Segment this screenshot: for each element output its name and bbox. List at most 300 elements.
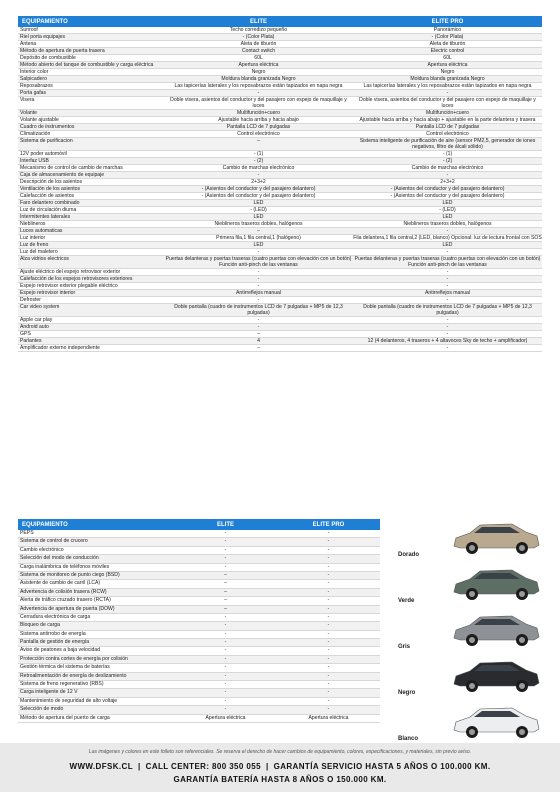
feature-label: Método de apertura de puerta trasera xyxy=(20,48,105,54)
elite-pro-value: - xyxy=(327,571,330,578)
disclaimer: Las imágenes y colores en este folleto son referenciales. Se reserva el derecho de hacer cambios de equipamiento, colores, especificaciones, y materiales, sin previo aviso. xyxy=(88,749,472,755)
table-row xyxy=(18,656,380,664)
feature-label: GPS xyxy=(20,331,31,337)
feature-label: Volante xyxy=(20,110,37,116)
elite-pro-value: Nieblineros traseros dobles, halógenos xyxy=(403,221,492,227)
car-image xyxy=(450,564,542,604)
feature-label: Método abierto del tanque de combustible y carga eléctrica xyxy=(20,62,154,68)
table-row xyxy=(18,41,542,48)
elite-value: Apertura eléctrica xyxy=(238,62,279,68)
table-row xyxy=(18,242,542,249)
color-label: Gris xyxy=(398,644,411,650)
elite-pro-value: - xyxy=(327,538,330,545)
elite-value: – xyxy=(257,331,260,337)
feature-label: Salpicadero xyxy=(20,76,47,82)
feature-label: Protección contra cortes de energía por colisión xyxy=(20,655,128,662)
website-link[interactable]: WWW.DFSK.CL xyxy=(69,762,134,771)
table-row xyxy=(18,158,542,165)
elite-pro-value: Antirreflejos manual xyxy=(424,290,470,296)
elite-pro-value: - xyxy=(446,269,449,275)
table-row xyxy=(18,151,542,158)
feature-label: Cambio electrónico xyxy=(20,546,64,553)
elite-value: - xyxy=(224,538,227,545)
elite-value: Antirreflejos manual xyxy=(235,290,281,296)
feature-label: Aviso de peatones a baja velocidad xyxy=(20,647,101,654)
table-row xyxy=(18,138,542,151)
elite-pro-value: - xyxy=(446,324,449,330)
table-row xyxy=(18,193,542,200)
feature-label: Espejo retrovisor exterior plegable eléctrico xyxy=(20,283,118,289)
feature-label: Asistente de cambio de carril (LCA) xyxy=(20,580,101,587)
elite-pro-value: Doble visera, asientos del conductor y del pasajero con espejo de maquillaje y luces xyxy=(359,97,536,109)
table-row xyxy=(18,179,542,186)
elite-value: Contact switch xyxy=(241,48,276,54)
table-header xyxy=(18,16,542,27)
wheel-rim xyxy=(519,729,525,735)
table-row xyxy=(18,290,542,297)
feature-label: Espejo retrovisor interior xyxy=(20,290,76,296)
elite-value: – xyxy=(257,138,260,144)
table-row xyxy=(18,69,542,76)
elite-value: Moldura blanda granizada Negro xyxy=(221,76,296,82)
elite-pro-value: 60L xyxy=(443,55,452,61)
feature-label: Selección de modo xyxy=(20,706,64,713)
elite-value: Aleta de tiburón xyxy=(240,41,277,47)
wheel-rim xyxy=(469,591,475,597)
feature-label: Selección del modo de conducción xyxy=(20,555,99,562)
table-row xyxy=(18,62,542,69)
elite-pro-value: - xyxy=(327,681,330,688)
table-row xyxy=(18,117,542,124)
feature-label: Alerta de tráfico cruzado trasero (RCTA) xyxy=(20,597,111,604)
elite-value: - (Asientos del conductor y del pasajero delantero) xyxy=(201,193,316,199)
table-row xyxy=(18,338,542,345)
color-option-verde xyxy=(388,562,548,608)
elite-pro-value: - xyxy=(446,297,449,303)
elite-value: - xyxy=(224,672,227,679)
color-label: Dorado xyxy=(398,552,419,558)
header-equipment: EQUIPAMIENTO xyxy=(22,521,68,528)
feature-label: Intermitentes laterales xyxy=(20,214,71,220)
feature-label: Sistema de control de crucero xyxy=(20,538,88,545)
feature-label: Advertencia de apertura de puerta (DOW) xyxy=(20,605,115,612)
wheel-rim xyxy=(469,637,475,643)
elite-pro-value: - (Asientos del conductor y del pasajero delantero) xyxy=(390,193,505,199)
feature-label: Defroster xyxy=(20,297,41,303)
color-options xyxy=(388,516,548,746)
color-label: Blanco xyxy=(398,736,419,742)
feature-label: Porta gafas xyxy=(20,90,47,96)
elite-pro-value: - xyxy=(327,639,330,646)
table-row xyxy=(18,530,380,538)
feature-label: Calefacción de los espejos retrovisores exteriores xyxy=(20,276,133,282)
feature-label: PEPS xyxy=(20,530,34,536)
elite-value: - xyxy=(257,269,260,275)
feature-label: Pantalla de gestión de energía xyxy=(20,639,90,646)
feature-label: Advertencia de colisión trasera (RCW) xyxy=(20,588,107,595)
elite-value: - xyxy=(224,697,227,704)
table-row xyxy=(18,297,542,304)
elite-pro-value: LED xyxy=(442,214,453,220)
feature-label: Interior color xyxy=(20,69,49,75)
elite-pro-value: - xyxy=(327,622,330,629)
elite-pro-value: - xyxy=(446,172,449,178)
wheel-rim xyxy=(519,545,525,551)
equipment-table-safety xyxy=(18,519,380,723)
table-row xyxy=(18,324,542,331)
feature-label: Amplificador externo independiente xyxy=(20,345,100,351)
elite-value: - (2) xyxy=(253,158,264,164)
elite-value: - xyxy=(257,297,260,303)
elite-value: - xyxy=(224,647,227,654)
table-body xyxy=(18,27,542,352)
wheel-rim xyxy=(469,729,475,735)
elite-pro-value: Aleta de tiburón xyxy=(429,41,466,47)
elite-pro-value: Doble pantalla (cuadro de instrumentos LCD de 7 pulgadas + MP5 de 12,3 pulgadas) xyxy=(363,304,532,316)
elite-pro-value: - xyxy=(446,283,449,289)
feature-label: Sistema antirrobo de energía xyxy=(20,630,86,637)
table-row xyxy=(18,647,380,655)
table-row xyxy=(18,207,542,214)
elite-pro-value: - (1) xyxy=(442,151,453,157)
table-row xyxy=(18,681,380,689)
elite-value: Negro xyxy=(251,69,266,75)
elite-pro-value: Multifunción+cuero xyxy=(426,110,469,116)
feature-label: Alza vidrios electricos xyxy=(20,256,69,262)
table-row xyxy=(18,283,542,290)
header-elite-pro: ELITE PRO xyxy=(312,521,345,528)
elite-value: – xyxy=(224,597,227,604)
feature-label: Sistema de freno regenerativo (RBS) xyxy=(20,681,104,688)
table-row xyxy=(18,572,380,580)
feature-label: Luz de circulación diurna xyxy=(20,207,77,213)
elite-pro-value: Control electrónico xyxy=(426,131,469,137)
elite-value: - (LED) xyxy=(250,207,267,213)
elite-pro-value: - xyxy=(327,563,330,570)
call-center: CALL CENTER: 800 350 055 xyxy=(145,762,261,771)
feature-label: Cuadro de instrumentos xyxy=(20,124,75,130)
table-row xyxy=(18,564,380,572)
table-row xyxy=(18,589,380,597)
elite-pro-value: - xyxy=(446,345,449,351)
color-option-dorado xyxy=(388,516,548,562)
elite-value: LED xyxy=(253,200,264,206)
elite-pro-value: - (Color Plata) xyxy=(431,34,464,40)
footer xyxy=(0,743,560,792)
elite-value: - xyxy=(224,546,227,553)
feature-label: 12V poder automóvil xyxy=(20,151,67,157)
feature-label: Bloqueo de carga xyxy=(20,622,60,629)
table-row xyxy=(18,276,542,283)
elite-pro-value: 12 (4 delanteros, 4 traseros + 4 altavoces Sky de techo + amplificador) xyxy=(367,338,528,344)
elite-pro-value: - xyxy=(327,664,330,671)
table-row xyxy=(18,269,542,276)
elite-value: 2+3+2 xyxy=(251,179,266,185)
equipment-table-main xyxy=(18,16,542,352)
elite-value: – xyxy=(257,345,260,351)
feature-label: Método de apertura del puerto de carga xyxy=(20,714,110,721)
elite-value: - (Asientos del conductor y del pasajero delantero) xyxy=(201,186,316,192)
table-row xyxy=(18,580,380,588)
elite-value: - xyxy=(224,555,227,562)
feature-label: Luz de freno xyxy=(20,242,49,248)
elite-value: - xyxy=(224,681,227,688)
feature-label: Climatización xyxy=(20,131,51,137)
header-elite-pro: ELITE PRO xyxy=(431,18,464,25)
elite-pro-value: - xyxy=(327,630,330,637)
table-row xyxy=(18,110,542,117)
elite-value: - xyxy=(257,324,260,330)
feature-label: Apple car play xyxy=(20,317,53,323)
table-row xyxy=(18,76,542,83)
table-row xyxy=(18,706,380,714)
color-label: Negro xyxy=(398,690,416,696)
feature-label: Volante ajustable xyxy=(20,117,59,123)
battery-warranty: GARANTÍA BATERÍA HASTA 8 AÑOS O 150.000 KM. xyxy=(173,775,387,784)
wheel-rim xyxy=(469,545,475,551)
elite-value: - xyxy=(224,706,227,713)
elite-pro-value: - xyxy=(327,555,330,562)
elite-pro-value: Negro xyxy=(440,69,455,75)
service-warranty: GARANTÍA SERVICIO HASTA 5 AÑOS O 100.000 KM. xyxy=(273,762,491,771)
table-row xyxy=(18,235,542,242)
elite-value: Pantalla LCD de 7 pulgadas xyxy=(226,124,291,130)
table-row xyxy=(18,606,380,614)
feature-label: Ventilación de los asientos xyxy=(20,186,81,192)
elite-value: LED xyxy=(253,214,264,220)
elite-value: Cambio de marchas electrónico xyxy=(222,165,295,171)
elite-pro-value: - xyxy=(327,689,330,696)
elite-value: Puertas delanteras y puertas traseras (cuatro puertas con elevación con un botón) Función anti-pinch de las ventanas xyxy=(165,256,352,268)
feature-label: Calefacción de asientos xyxy=(20,193,75,199)
elite-pro-value: - xyxy=(327,697,330,704)
elite-pro-value: - (2) xyxy=(442,158,453,164)
table-row xyxy=(18,689,380,697)
elite-pro-value: - xyxy=(446,249,449,255)
feature-label: Sistema de monitoreo de punto ciego (BSD) xyxy=(20,571,120,578)
elite-pro-value: - xyxy=(327,605,330,612)
elite-pro-value: Electric control xyxy=(430,48,465,54)
elite-value: - xyxy=(257,90,260,96)
header-equipment: EQUIPAMIENTO xyxy=(22,18,68,25)
elite-pro-value: - xyxy=(327,580,330,587)
car-image xyxy=(450,610,542,650)
table-row xyxy=(18,698,380,706)
elite-pro-value: - xyxy=(327,613,330,620)
feature-label: Carga inteligente de 12 V xyxy=(20,689,78,696)
table-header xyxy=(18,519,380,530)
feature-label: Sistema de purificacion xyxy=(20,138,73,144)
elite-pro-value: Fila delantera,1 fila central,2 (LED, blanco) Opcional: luz de lectura frontal con SOS xyxy=(353,235,542,241)
elite-value: – xyxy=(224,605,227,612)
feature-label: Luz interior xyxy=(20,235,46,241)
elite-pro-value: - xyxy=(446,228,449,234)
elite-value: - xyxy=(257,249,260,255)
elite-pro-value: LED xyxy=(442,242,453,248)
elite-pro-value: Apertura eléctrica xyxy=(308,714,349,721)
elite-pro-value: Cambio de marchas electrónico xyxy=(411,165,484,171)
table-row xyxy=(18,597,380,605)
feature-label: Reposabrazos xyxy=(20,83,53,89)
feature-label: Mecanismo de control de cambio de marchas xyxy=(20,165,123,171)
table-row xyxy=(18,622,380,630)
elite-pro-value: Puertas delanteras y puertas traseras (cuatro puertas con elevación con un botón) Función anti-pinch de las ventanas xyxy=(354,256,541,268)
elite-value: - xyxy=(224,613,227,620)
elite-value: – xyxy=(224,580,227,587)
color-option-negro xyxy=(388,654,548,700)
color-label: Verde xyxy=(398,598,415,604)
feature-label: Interfaz USB xyxy=(20,158,49,164)
elite-value: LED xyxy=(253,242,264,248)
elite-pro-value: - xyxy=(327,647,330,654)
color-option-gris xyxy=(388,608,548,654)
table-row xyxy=(18,34,542,41)
feature-label: Descripción de los asientos xyxy=(20,179,83,185)
feature-label: Retroalimentación de energía de deslizamiento xyxy=(20,672,127,679)
elite-value: - (1) xyxy=(253,151,264,157)
table-row xyxy=(18,186,542,193)
elite-pro-value: Apertura eléctrica xyxy=(427,62,468,68)
elite-value: - xyxy=(224,622,227,629)
feature-label: Luz del maletero xyxy=(20,249,58,255)
elite-value: - xyxy=(224,655,227,662)
elite-pro-value: Ajustable hacia arriba y hacia abajo + ajustable en la parte delantera y trasera xyxy=(359,117,536,123)
feature-label: Visera xyxy=(20,97,35,103)
car-image xyxy=(450,518,542,558)
feature-label: Luces automaticas xyxy=(20,228,63,234)
elite-value: – xyxy=(224,588,227,595)
feature-label: Parlantes xyxy=(20,338,42,344)
elite-pro-value: - xyxy=(327,672,330,679)
wheel-rim xyxy=(519,637,525,643)
elite-pro-value: Panorámico xyxy=(433,27,462,33)
elite-value: - xyxy=(224,689,227,696)
table-row xyxy=(18,48,542,55)
table-row xyxy=(18,538,380,546)
elite-pro-value: - xyxy=(327,706,330,713)
wheel-rim xyxy=(469,683,475,689)
table-row xyxy=(18,631,380,639)
elite-pro-value: - (LED) xyxy=(439,207,456,213)
table-row xyxy=(18,345,542,352)
elite-value: - xyxy=(257,172,260,178)
elite-pro-value: - xyxy=(446,331,449,337)
elite-value: Nieblineros traseros dobles, halógenos xyxy=(214,221,303,227)
table-row xyxy=(18,639,380,647)
table-row xyxy=(18,256,542,269)
elite-pro-value: - (Asientos del conductor y del pasajero delantero) xyxy=(390,186,505,192)
elite-value: - xyxy=(257,283,260,289)
elite-pro-value: Moldura blanda granizada Negro xyxy=(410,76,485,82)
elite-pro-value: Sistema inteligente de purificación de aire (sensor PM2,5, generador de iones negativos, filtro de álcali sólido) xyxy=(359,138,536,150)
elite-value: - xyxy=(224,563,227,570)
table-row xyxy=(18,83,542,90)
table-row xyxy=(18,555,380,563)
feature-label: Gestión térmica del sistema de baterías xyxy=(20,664,110,671)
elite-value: – xyxy=(257,228,260,234)
elite-pro-value: 2+3+2 xyxy=(440,179,455,185)
feature-label: Android auto xyxy=(20,324,49,330)
table-row xyxy=(18,214,542,221)
table-row xyxy=(18,317,542,324)
table-row xyxy=(18,131,542,138)
elite-pro-value: - xyxy=(446,317,449,323)
elite-value: Multifunción+cuero xyxy=(237,110,280,116)
header-elite: ELITE xyxy=(216,521,234,528)
feature-label: Ajuste eléctrico del espejo retrovisor exterior xyxy=(20,269,121,275)
table-row xyxy=(18,304,542,317)
table-row xyxy=(18,90,542,97)
table-row xyxy=(18,200,542,207)
table-row xyxy=(18,673,380,681)
table-row xyxy=(18,715,380,723)
table-row xyxy=(18,165,542,172)
elite-value: Ajustable hacia arriba y hacia abajo xyxy=(218,117,299,123)
elite-pro-value: - xyxy=(327,588,330,595)
table-row xyxy=(18,97,542,110)
elite-pro-value: - xyxy=(446,276,449,282)
feature-label: Depósito de combustible xyxy=(20,55,76,61)
feature-label: Car video system xyxy=(20,304,60,310)
feature-label: Nieblineros xyxy=(20,221,46,227)
table-row xyxy=(18,27,542,34)
elite-value: Control electrónico xyxy=(237,131,280,137)
color-option-blanco xyxy=(388,700,548,746)
table-row xyxy=(18,249,542,256)
elite-pro-value: - xyxy=(446,90,449,96)
elite-value: - (Color Plata) xyxy=(242,34,275,40)
feature-label: Carga inalámbrica de teléfonos móviles xyxy=(20,563,110,570)
elite-pro-value: - xyxy=(327,655,330,662)
elite-value: - xyxy=(224,639,227,646)
car-image xyxy=(450,656,542,696)
table-row xyxy=(18,547,380,555)
feature-label: Mantenimiento de seguridad de alto voltaje xyxy=(20,697,118,704)
elite-pro-value: - xyxy=(327,530,330,536)
feature-label: Cerradura electrónica de carga xyxy=(20,613,91,620)
elite-pro-value: Las tapicerías laterales y los reposabrazos están tapizados en napa negra xyxy=(363,83,532,89)
feature-label: Riel porta equipajes xyxy=(20,34,66,40)
table-row xyxy=(18,172,542,179)
feature-label: Sunroof xyxy=(20,27,38,33)
elite-value: Doble pantalla (cuadro de instrumentos LCD de 7 pulgadas + MP5 de 12,3 pulgadas) xyxy=(174,304,343,316)
table-row xyxy=(18,55,542,62)
feature-label: Caja de almacenamiento de equipaje xyxy=(20,172,105,178)
table-row xyxy=(18,664,380,672)
car-image xyxy=(450,702,542,742)
elite-value: - xyxy=(224,530,227,536)
elite-value: - xyxy=(224,664,227,671)
elite-pro-value: - xyxy=(327,546,330,553)
elite-value: Doble visera, asientos del conductor y del pasajero con espejo de maquillaje y luces xyxy=(170,97,347,109)
header-elite: ELITE xyxy=(249,18,267,25)
feature-label: Antena xyxy=(20,41,37,47)
table-row xyxy=(18,124,542,131)
elite-value: - xyxy=(257,276,260,282)
elite-value: Techo corredizo pequeño xyxy=(229,27,288,33)
table-body xyxy=(18,530,380,723)
wheel-rim xyxy=(519,683,525,689)
elite-value: Primera fila,1 fila central,1 (halógeno) xyxy=(216,235,301,241)
feature-label: Faro delantero combinado xyxy=(20,200,80,206)
footer-line-1: WWW.DFSK.CL | CALL CENTER: 800 350 055 | GARANTÍA SERVICIO HASTA 5 AÑOS O 100.000 KM. xyxy=(69,762,491,771)
elite-pro-value: Pantalla LCD de 7 pulgadas xyxy=(415,124,480,130)
elite-value: Apertura eléctrica xyxy=(205,714,246,721)
elite-pro-value: LED xyxy=(442,200,453,206)
elite-value: – xyxy=(224,571,227,578)
elite-pro-value: - xyxy=(327,597,330,604)
elite-value: - xyxy=(224,630,227,637)
